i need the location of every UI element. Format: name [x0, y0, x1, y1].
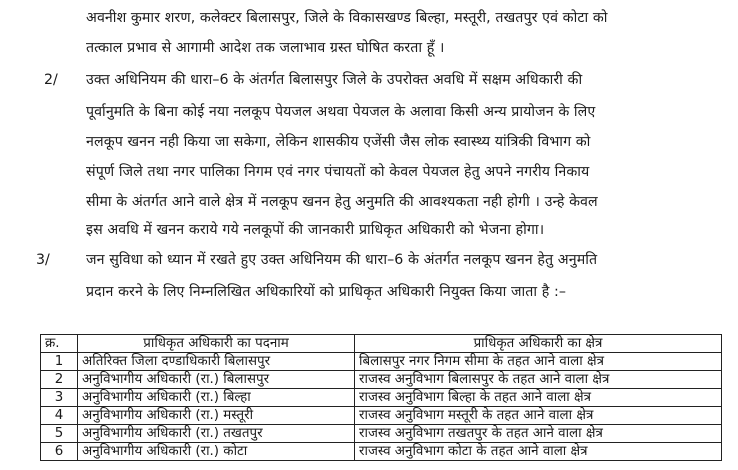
header-serial: क्र. — [41, 335, 78, 353]
row-designation: अनुविभागीय अधिकारी (रा.) बिलासपुर — [78, 371, 355, 389]
row-serial: 3 — [41, 389, 78, 407]
table-row — [41, 353, 722, 371]
para2-line-4: संपूर्ण जिले तथा नगर पालिका निगम एवं नगर पंचायतों को केवल पेयजल हेतु अपने नगरीय निकाय — [86, 164, 590, 180]
row-serial: 2 — [41, 371, 78, 389]
para2-number: 2/ — [44, 72, 58, 88]
row-serial: 4 — [41, 407, 78, 425]
header-area: प्राधिकृत अधिकारी का क्षेत्र — [355, 335, 722, 353]
row-designation: अतिरिक्त जिला दण्डाधिकारी बिलासपुर — [78, 353, 355, 371]
para2-line-6: इस अवधि में खनन कराये गये नलकूपों की जानकारी प्राधिकृत अधिकारी को भेजना होगा। — [86, 222, 545, 238]
para2-line-5: सीमा के अंतर्गत आने वाले क्षेत्र में नलकूप खनन हेतु अनुमति की आवश्यकता नही होगी । उन्हे केवल — [86, 194, 598, 210]
para1-line-1: अवनीश कुमार शरण, कलेक्टर बिलासपुर, जिले के विकासखण्ड बिल्हा, मस्तूरी, तखतपुर एवं कोटा को — [86, 10, 608, 26]
para3-line-1: जन सुविधा को ध्यान में रखते हुए उक्त अधिनियम की धारा–6 के अंतर्गत नलकूप खनन हेतु अनुमति — [86, 252, 598, 268]
row-area: राजस्व अनुविभाग तखतपुर के तहत आने वाला क्षेत्र — [355, 425, 722, 443]
table-row — [41, 425, 722, 443]
para2-line-1: उक्त अधिनियम की धारा–6 के अंतर्गत बिलासपुर जिले के उपरोक्त अवधि में सक्षम अधिकारी की — [86, 72, 583, 88]
row-serial: 6 — [41, 443, 78, 461]
row-designation: अनुविभागीय अधिकारी (रा.) मस्तूरी — [78, 407, 355, 425]
table-row — [41, 407, 722, 425]
para1-line-2: तत्काल प्रभाव से आगामी आदेश तक जलाभाव ग्रस्त घोषित करता हूँ । — [86, 40, 445, 56]
row-area: राजस्व अनुविभाग मस्तूरी के तहत आने वाला क्षेत्र — [355, 407, 722, 425]
row-area: राजस्व अनुविभाग कोटा के तहत आने वाला क्षेत्र — [355, 443, 722, 461]
para3-number: 3/ — [36, 252, 50, 268]
para2-line-3: नलकूप खनन नही किया जा सकेगा, लेकिन शासकीय एजेंसी जैस लोक स्वास्थ्य यांत्रिकी विभाग को — [86, 134, 591, 150]
para3-line-2: प्रदान करने के लिए निम्नलिखित अधिकारियों को प्राधिकृत अधिकारी नियुक्त किया जाता है :– — [86, 284, 567, 300]
row-serial: 1 — [41, 353, 78, 371]
table-header-row — [41, 335, 722, 353]
row-serial: 5 — [41, 425, 78, 443]
row-area: राजस्व अनुविभाग बिल्हा के तहत आने वाला क्षेत्र — [355, 389, 722, 407]
row-area: राजस्व अनुविभाग बिलासपुर के तहत आने वाला क्षेत्र — [355, 371, 722, 389]
table-row — [41, 443, 722, 461]
row-designation: अनुविभागीय अधिकारी (रा.) तखतपुर — [78, 425, 355, 443]
row-designation: अनुविभागीय अधिकारी (रा.) बिल्हा — [78, 389, 355, 407]
header-designation: प्राधिकृत अधिकारी का पदनाम — [78, 335, 355, 353]
para2-line-2: पूर्वानुमति के बिना कोई नया नलकूप पेयजल अथवा पेयजल के अलावा किसी अन्य प्रायोजन के लिए — [86, 104, 596, 120]
row-area: बिलासपुर नगर निगम सीमा के तहत आने वाला क्षेत्र — [355, 353, 722, 371]
row-designation: अनुविभागीय अधिकारी (रा.) कोटा — [78, 443, 355, 461]
authorities-table — [40, 334, 722, 461]
table-row — [41, 371, 722, 389]
table-row — [41, 389, 722, 407]
